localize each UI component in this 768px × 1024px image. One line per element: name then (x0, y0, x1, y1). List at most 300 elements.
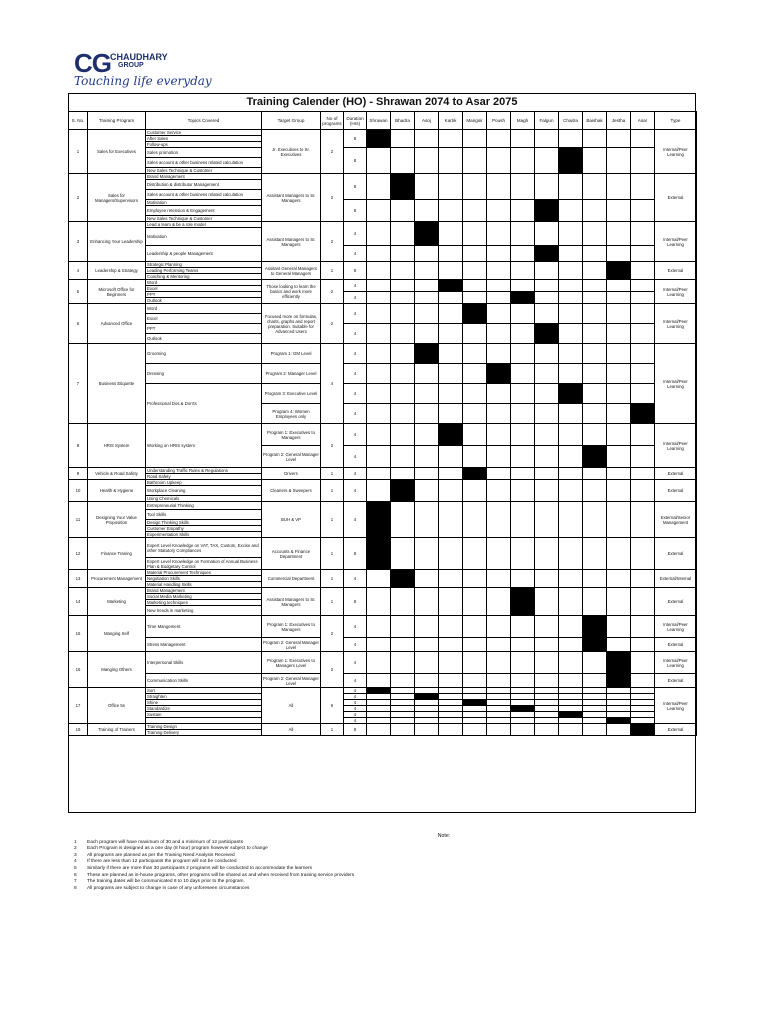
month-cell (535, 222, 559, 246)
topic: Distribution & distributor Management (146, 180, 262, 190)
month-cell (559, 404, 583, 424)
duration-hours: 4 (344, 688, 367, 694)
month-cell (535, 652, 559, 674)
month-cell (511, 324, 535, 344)
topic: Professional Dos & Don'ts (146, 384, 262, 424)
note-text: Similarly if there are more than 30 participants 2 programs will be conducted to accommodate the learners (87, 865, 313, 871)
month-cell (583, 262, 607, 280)
program-row (69, 304, 697, 314)
header-month: Baishak (583, 112, 607, 130)
month-cell (487, 174, 511, 200)
month-cell (391, 446, 415, 468)
program-row (69, 724, 697, 730)
month-cell (367, 262, 391, 280)
topic: Design Thinking Skills (146, 520, 262, 526)
program-name: Finance Traning (88, 538, 146, 570)
month-cell (463, 262, 487, 280)
month-cell (415, 200, 439, 222)
program-count: 1 (321, 480, 344, 502)
month-cell (415, 538, 439, 570)
program-row (69, 262, 697, 268)
month-cell (583, 246, 607, 262)
month-cell (391, 304, 415, 324)
topic: Standardize (146, 706, 262, 712)
month-cell (415, 262, 439, 280)
program-name: Office 5s (88, 688, 146, 724)
note-text: Each program will have maximum of 30 and a minimum of 12 participants (87, 839, 243, 845)
month-cell (583, 724, 607, 736)
note-item (74, 866, 694, 873)
topic: New trends in marketing (146, 606, 262, 616)
topic: Expert Level Knowledge on Formation of Annual Business Plan & Budgetary Control (146, 558, 262, 570)
scheduled-month-cell (583, 446, 607, 468)
scheduled-month-cell (607, 652, 631, 674)
program-number: 12 (69, 538, 88, 570)
target-group: Program 1: Executives to Managers (262, 424, 321, 446)
month-cell (607, 446, 631, 468)
month-cell (631, 324, 655, 344)
month-cell (415, 446, 439, 468)
month-cell (607, 292, 631, 304)
month-cell (631, 174, 655, 200)
month-cell (415, 480, 439, 502)
topic: Tool Skills (146, 510, 262, 520)
topic: Leading Performing Teams (146, 268, 262, 274)
month-cell (367, 344, 391, 364)
month-cell (367, 724, 391, 736)
month-cell (511, 502, 535, 538)
header-month: Asoj (415, 112, 439, 130)
month-cell (607, 148, 631, 174)
month-cell (535, 130, 559, 148)
month-cell (535, 570, 559, 588)
month-cell (607, 480, 631, 502)
month-cell (439, 652, 463, 674)
training-calendar-table (68, 111, 697, 736)
scheduled-month-cell (559, 148, 583, 174)
month-cell (391, 344, 415, 364)
header-row (69, 112, 697, 130)
topic: Training Delivery (146, 730, 262, 736)
month-cell (463, 384, 487, 404)
scheduled-month-cell (511, 588, 535, 616)
duration-hours: 4 (344, 616, 367, 638)
scheduled-month-cell (511, 292, 535, 304)
month-cell (439, 324, 463, 344)
note-text: If there are less than 12 participants the program will not be conducted (87, 859, 237, 865)
month-cell (415, 174, 439, 200)
month-cell (367, 292, 391, 304)
month-cell (367, 652, 391, 674)
scheduled-month-cell (607, 674, 631, 688)
header-type: Type (655, 112, 697, 130)
month-cell (487, 344, 511, 364)
month-cell (607, 638, 631, 652)
program-name: Sales for Executives (88, 130, 146, 174)
month-cell (535, 424, 559, 446)
month-cell (535, 174, 559, 200)
month-cell (583, 468, 607, 480)
program-name: Health & Hygiene (88, 480, 146, 502)
month-cell (607, 384, 631, 404)
month-cell (583, 222, 607, 246)
month-cell (463, 344, 487, 364)
month-cell (415, 364, 439, 384)
month-cell (463, 638, 487, 652)
target-group: Program 2: General Manager Level (263, 639, 319, 650)
month-cell (607, 404, 631, 424)
month-cell (367, 404, 391, 424)
program-count: 1 (321, 588, 344, 616)
month-cell (487, 304, 511, 324)
month-cell (535, 446, 559, 468)
month-cell (415, 246, 439, 262)
program-row (69, 674, 697, 688)
month-cell (367, 468, 391, 480)
month-cell (559, 174, 583, 200)
month-cell (415, 130, 439, 148)
month-cell (367, 280, 391, 292)
topic: Word (146, 304, 262, 314)
month-cell (535, 502, 559, 538)
program-count: 1 (321, 468, 344, 480)
program-type: External (655, 724, 697, 736)
target-group: Jr. Executives to Sr. Executives (262, 130, 321, 174)
month-cell (511, 480, 535, 502)
target-group: Program 1: Executives to Managers (262, 616, 321, 638)
month-cell (391, 280, 415, 292)
month-cell (439, 588, 463, 616)
month-cell (391, 364, 415, 384)
note-number: 7 (74, 879, 77, 885)
month-cell (439, 502, 463, 538)
month-cell (607, 344, 631, 364)
note-number: 2 (74, 846, 77, 852)
month-cell (583, 148, 607, 174)
target-group: Cleaners & Sweepers (262, 480, 321, 502)
month-cell (391, 538, 415, 570)
program-type: External (655, 638, 697, 652)
month-cell (391, 200, 415, 222)
program-name: Manging Self (88, 616, 146, 652)
month-cell (607, 222, 631, 246)
month-cell (511, 304, 535, 324)
month-cell (391, 674, 415, 688)
duration-hours: 4 (344, 304, 367, 324)
month-cell (559, 446, 583, 468)
month-cell (487, 424, 511, 446)
month-cell (607, 200, 631, 222)
program-name: Advanced Office (88, 304, 146, 344)
logo-initials: CG (74, 48, 111, 78)
month-cell (487, 638, 511, 652)
program-count: 2 (321, 304, 344, 344)
program-number: 15 (69, 616, 88, 652)
month-cell (631, 148, 655, 174)
duration-hours: 4 (344, 324, 367, 344)
month-cell (391, 404, 415, 424)
program-number: 10 (69, 480, 88, 502)
program-name: HRIS System (88, 424, 146, 468)
program-row (69, 222, 697, 228)
month-cell (391, 384, 415, 404)
program-number: 8 (69, 424, 88, 468)
duration-hours: 8 (344, 724, 367, 736)
month-cell (559, 588, 583, 616)
topic: PPT (146, 324, 262, 334)
logo-group: GROUP (118, 62, 144, 69)
month-cell (535, 148, 559, 174)
target-group: Assistant Managers to Sr. Managers (262, 222, 321, 262)
month-cell (391, 652, 415, 674)
month-cell (367, 616, 391, 638)
header-month: Poush (487, 112, 511, 130)
month-cell (415, 384, 439, 404)
month-cell (559, 304, 583, 324)
note-text: These are planned as in-house programs, other programs will be shared as and when received from training service providers (87, 872, 355, 878)
topic: Marketing techniques (146, 600, 262, 606)
program-count: 1 (321, 724, 344, 736)
program-number: 4 (69, 262, 88, 280)
duration-hours: 4 (344, 222, 367, 246)
month-cell (367, 588, 391, 616)
program-number: 13 (69, 570, 88, 588)
month-cell (463, 404, 487, 424)
duration-hours: 4 (344, 480, 367, 502)
topic: Grooming (146, 344, 262, 364)
topic: Stress Management (146, 638, 262, 652)
header-month: Mangsir (463, 112, 487, 130)
program-type: Internal/Peer Learning (655, 304, 697, 344)
program-count: 4 (321, 344, 344, 424)
duration-hours: 4 (344, 404, 367, 424)
duration-hours: 4 (344, 344, 367, 364)
program-number: 7 (69, 344, 88, 424)
month-cell (487, 292, 511, 304)
month-cell (487, 148, 511, 174)
program-count: 6 (321, 688, 344, 724)
program-row (69, 570, 697, 576)
month-cell (511, 652, 535, 674)
month-cell (559, 292, 583, 304)
logo (74, 50, 224, 92)
month-cell (439, 570, 463, 588)
target-group: Those looking to learn the basics and work more efficiently (262, 280, 321, 304)
topic: Coaching & Mentoring (146, 274, 262, 280)
topic: Sales account & other business related calculation (146, 158, 262, 168)
month-cell (487, 246, 511, 262)
month-cell (583, 200, 607, 222)
notes-list (74, 840, 694, 893)
month-cell (391, 222, 415, 246)
topic: After Sales (146, 136, 262, 142)
program-type: Internal/Peer Learning (655, 280, 697, 304)
month-cell (631, 502, 655, 538)
scheduled-month-cell (463, 304, 487, 324)
month-cell (511, 638, 535, 652)
month-cell (439, 724, 463, 736)
month-cell (559, 652, 583, 674)
program-count: 1 (321, 262, 344, 280)
month-cell (607, 468, 631, 480)
scheduled-month-cell (463, 468, 487, 480)
duration-hours: 8 (344, 174, 367, 200)
month-cell (559, 538, 583, 570)
header-topics: Topics Covered (146, 112, 262, 130)
logo-tagline: Touching life everyday (74, 74, 212, 88)
month-cell (367, 222, 391, 246)
month-cell (583, 324, 607, 344)
scheduled-month-cell (367, 130, 391, 148)
month-cell (463, 292, 487, 304)
program-name: Sales for Managers/Supervisors (88, 174, 146, 222)
topic: Motivation (146, 228, 262, 246)
month-cell (391, 588, 415, 616)
month-cell (559, 616, 583, 638)
month-cell (583, 130, 607, 148)
target-group: All (262, 724, 321, 736)
header-month: Shrawan (367, 112, 391, 130)
month-cell (535, 674, 559, 688)
month-cell (583, 304, 607, 324)
program-count: 2 (321, 174, 344, 222)
month-cell (631, 304, 655, 324)
month-cell (631, 200, 655, 222)
header-sno: S. No. (69, 112, 88, 130)
month-cell (487, 324, 511, 344)
month-cell (415, 324, 439, 344)
month-cell (487, 480, 511, 502)
note-item (74, 879, 694, 886)
month-cell (439, 292, 463, 304)
program-type: External (655, 174, 697, 222)
month-cell (367, 246, 391, 262)
duration-hours: 4 (344, 246, 367, 262)
month-cell (463, 674, 487, 688)
month-cell (487, 652, 511, 674)
month-cell (583, 424, 607, 446)
month-cell (439, 148, 463, 174)
calendar-body (69, 130, 697, 736)
month-cell (391, 324, 415, 344)
month-cell (631, 292, 655, 304)
month-cell (511, 570, 535, 588)
scheduled-month-cell (607, 262, 631, 280)
program-row (69, 538, 697, 558)
program-name: Training of Trainers (88, 724, 146, 736)
topic: Outlook (146, 334, 262, 344)
program-count: 2 (321, 616, 344, 652)
month-cell (559, 424, 583, 446)
scheduled-month-cell (583, 638, 607, 652)
notes-title: Note: (437, 833, 451, 839)
program-row (69, 652, 697, 674)
topic: Dressing (146, 364, 262, 384)
scheduled-month-cell (487, 364, 511, 384)
program-type: External (655, 468, 697, 480)
scheduled-month-cell (535, 246, 559, 262)
month-cell (631, 130, 655, 148)
month-cell (463, 446, 487, 468)
month-cell (487, 446, 511, 468)
program-name: Business Etiquette (88, 344, 146, 424)
month-cell (511, 344, 535, 364)
month-cell (367, 304, 391, 324)
topic: Sales promotion (146, 148, 262, 158)
program-number: 18 (69, 724, 88, 736)
month-cell (415, 570, 439, 588)
duration-hours: 4 (344, 700, 367, 706)
month-cell (607, 246, 631, 262)
topic: Sort (146, 688, 262, 694)
month-cell (511, 616, 535, 638)
month-cell (367, 384, 391, 404)
duration-hours: 4 (344, 570, 367, 588)
month-cell (583, 480, 607, 502)
month-cell (583, 364, 607, 384)
month-cell (439, 616, 463, 638)
program-row (69, 480, 697, 486)
program-number: 3 (69, 222, 88, 262)
topic: Customer Service (146, 130, 262, 136)
month-cell (631, 588, 655, 616)
month-cell (511, 384, 535, 404)
topic: Negotiation Skills (146, 576, 262, 582)
month-cell (583, 588, 607, 616)
program-name: Vehicle & Road Safety (88, 468, 146, 480)
month-cell (439, 480, 463, 502)
month-cell (607, 280, 631, 292)
note-number: 1 (74, 839, 77, 845)
header-month: Kartik (439, 112, 463, 130)
program-type: External (655, 480, 697, 502)
program-count: 2 (321, 280, 344, 304)
month-cell (511, 246, 535, 262)
topic: Expert Level Knowledge on VAT, TAX, Custom, Excise and other Statutory Compliances (146, 538, 262, 558)
note-text: All programs are subject to change in case of any unforeseen circumstances (87, 885, 250, 891)
month-cell (535, 304, 559, 324)
month-cell (463, 570, 487, 588)
month-cell (559, 222, 583, 246)
scheduled-month-cell (439, 424, 463, 446)
duration-hours: 4 (344, 468, 367, 480)
note-number: 5 (74, 865, 77, 871)
program-number: 1 (69, 130, 88, 174)
month-cell (607, 502, 631, 538)
month-cell (439, 130, 463, 148)
month-cell (463, 652, 487, 674)
program-type: External (655, 588, 697, 616)
month-cell (607, 570, 631, 588)
month-cell (439, 222, 463, 246)
month-cell (487, 616, 511, 638)
month-cell (607, 130, 631, 148)
program-name: Procurement Management (88, 570, 146, 588)
topic: Employee retension & Engagement (146, 206, 262, 216)
duration-hours: 4 (344, 424, 367, 446)
month-cell (367, 364, 391, 384)
month-cell (583, 570, 607, 588)
month-cell (487, 222, 511, 246)
month-cell (463, 480, 487, 502)
header-month: Asar (631, 112, 655, 130)
month-cell (535, 468, 559, 480)
month-cell (607, 304, 631, 324)
program-number: 9 (69, 468, 88, 480)
topic: PPT (146, 292, 262, 298)
program-row (69, 324, 697, 334)
duration-hours: 8 (344, 262, 367, 280)
